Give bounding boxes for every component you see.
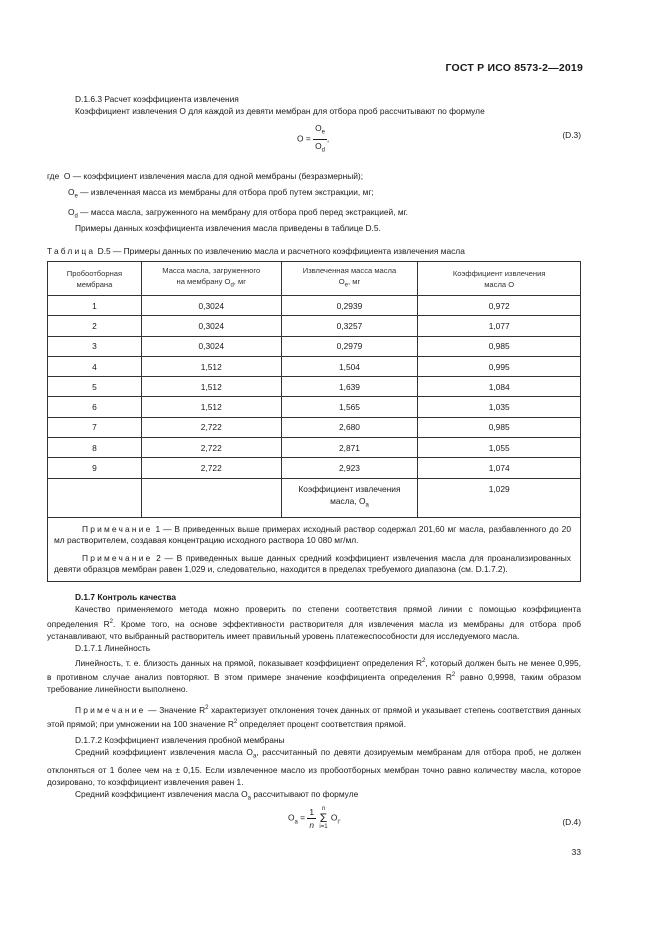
page-number: 33 [571,847,581,857]
table-cell: 0,3024 [141,316,281,336]
fraction [313,123,330,155]
data-table [47,261,581,582]
where-lead: где [47,171,60,181]
subsection-title: D.1.7.2 Коэффициент извлечения пробной мембраны [75,735,285,746]
table-row [48,296,581,316]
mean-label: Коэффициент извлечения масла, $O_a$ [281,478,418,517]
table-cell: 3 [48,336,142,356]
table-cell: 2,923 [281,458,418,478]
table-cell: 0,972 [418,296,581,316]
denominator-sub: d [321,147,325,154]
paragraph: Средний коэффициент извлечения масла $O_a$ рассчитывают по формуле [75,789,359,803]
table-cell: 0,985 [418,417,581,437]
table-cell: 1,074 [418,458,581,478]
sum-lower: i=1 [319,824,328,830]
table-header-row [48,262,581,296]
table-cell: 7 [48,417,142,437]
table-cell: 1,084 [418,377,581,397]
table-cell: 0,3024 [141,336,281,356]
where-od: $O_d$ — масса масла, загруженного на мембрану для отбора проб перед экстракцией, мг. [68,206,408,220]
table-cell [141,478,281,517]
table-cell: 0,995 [418,356,581,376]
paragraph: Коэффициент извлечения O для каждой из девяти мембран для отбора проб рассчитывают по формуле [75,106,485,117]
table-cell: 0,3257 [281,316,418,336]
equation-equals: = [297,812,308,823]
note: Примечание — Значение $R^2$ характеризует отклонения точек данных от прямой и указывает степень соответствия данных этой прямой; при умножении на 100 значение $R^2$ определяет процент соответствия прямой. [47,704,581,729]
table-row [48,316,581,336]
equation-rhs-sub: i [337,819,339,826]
paragraph: Примеры данных коэффициента извлечения масла приведены в таблице D.5. [75,223,381,233]
table-row [48,458,581,478]
section-d163 [75,93,581,118]
table-cell: 5 [48,377,142,397]
table-cell [48,478,142,517]
subsection-title: D.1.7.1 Линейность [75,643,151,654]
table-caption: Таблица D.5 — Примеры данных по извлечению масла и расчетного коэффициента извлечения масла [47,246,465,256]
table-row [48,438,581,458]
mean-value: 1,029 [418,478,581,517]
denominator: n [309,820,315,830]
table-cell: 2 [48,316,142,336]
table-row [48,336,581,356]
table-cell: 1,077 [418,316,581,336]
equation-number: (D.4) [562,817,581,827]
equation-lhs: O = [297,133,311,144]
table-cell: 1 [48,296,142,316]
equation-lhs-sub: a [294,819,298,826]
equation-d3 [297,123,329,155]
table-row-mean [48,478,581,517]
table-row [48,377,581,397]
section-title: D.1.6.3 Расчет коэффициента извлечения [75,94,239,104]
fraction [307,807,316,830]
header-cell: Масса масла, загруженного на мембрану $O_d$, мг [141,262,281,296]
equation-lhs: O [288,812,295,823]
equation-number: (D.3) [562,130,581,140]
table-cell: 0,2939 [281,296,418,316]
numerator-sub: e [321,129,325,136]
table-cell: 2,722 [141,417,281,437]
table-cell: 1,512 [141,356,281,376]
equation-d4 [288,806,341,831]
header-cell: Извлеченная масса масла $O_e$, мг [281,262,418,296]
table-note-1: Примечание 1 — В приведенных выше примерах исходный раствор содержал 201,60 мг масла, разбавленного до 20 мл растворителем, создавая концентрацию исходного раствора 10 080 мг/мл. [54,523,571,546]
document-header: ГОСТ Р ИСО 8573-2—2019 [445,62,583,74]
table-cell: 1,639 [281,377,418,397]
table-cell: 1,055 [418,438,581,458]
where-oe: $O_e$ — извлеченная масса из мембраны для отбора проб путем экстракции, мг; [68,186,374,200]
table-notes-row [48,517,581,581]
table-cell: 8 [48,438,142,458]
table-notes [48,517,581,581]
table-cell: 1,512 [141,397,281,417]
section-title: D.1.7 Контроль качества [75,592,177,602]
table-cell: 0,3024 [141,296,281,316]
table-cell: 1,035 [418,397,581,417]
numerator: 1 [309,807,315,817]
denominator: O [315,140,322,151]
equation-tail: , [326,133,330,144]
table-cell: 4 [48,356,142,376]
header-cell: Коэффициент извлечения масла O [418,262,581,296]
table-cell: 1,565 [281,397,418,417]
table-row [48,356,581,376]
table-cell: 2,722 [141,438,281,458]
equation-tail: . [338,812,342,823]
where-block [47,169,581,225]
section-d17 [47,591,581,805]
table-cell: 1,504 [281,356,418,376]
table-cell: 0,985 [418,336,581,356]
paragraph: Качество применяемого метода можно проверить по степени соответствия прямой линии с помощью коэффициента определения $R^2$. Кроме того, на основе эффективности растворителя для извлечения масла из мембраны для отбора проб устанавливают, что выбранный растворитель имеет правильный уровень платежеспособности для исследуемого масла. [47,604,581,642]
table-cell: 6 [48,397,142,417]
table-row [48,397,581,417]
equation-rhs: O [328,812,338,823]
numerator: O [315,123,322,133]
sum-upper: n [321,806,326,812]
table-cell: 2,680 [281,417,418,437]
where-o: O — коэффициент извлечения масла для одной мембраны (безразмерный); [63,171,364,181]
header-cell: Пробоотборная мембрана [48,262,142,296]
paragraph: Средний коэффициент извлечения масла $O_a$, рассчитанный по девяти дозируемым мембранам для отбора проб, не должен отклоняться от 1 более чем на ± 0,15. Если извлеченное масло из пробоотборных мембран точно равно количеству масла, которое дозировано, то коэффициент извлечения равен 1. [47,747,581,787]
table-note-2: Примечание 2 — В приведенных выше данных средний коэффициент извлечения масла для проанализированных девяти образцов мембран равен 1,029 и, следовательно, находится в пределах требуемого диапазона (см. D.1.7.2). [54,552,571,575]
sum-symbol: n Σ i=1 [319,806,328,830]
table-cell: 2,871 [281,438,418,458]
table-cell: 9 [48,458,142,478]
table-cell: 1,512 [141,377,281,397]
table-cell: 2,722 [141,458,281,478]
table-cell: 0,2979 [281,336,418,356]
paragraph: Линейность, т. е. близость данных на прямой, показывает коэффициент определения $R^2$, который должен быть не менее 0,995, в противном случае анализ повторяют. В этом примере значение коэффициента определения $R^2$ равно 0,9998, таким образом требование линейности выполнено. [47,657,581,695]
table-row [48,417,581,437]
